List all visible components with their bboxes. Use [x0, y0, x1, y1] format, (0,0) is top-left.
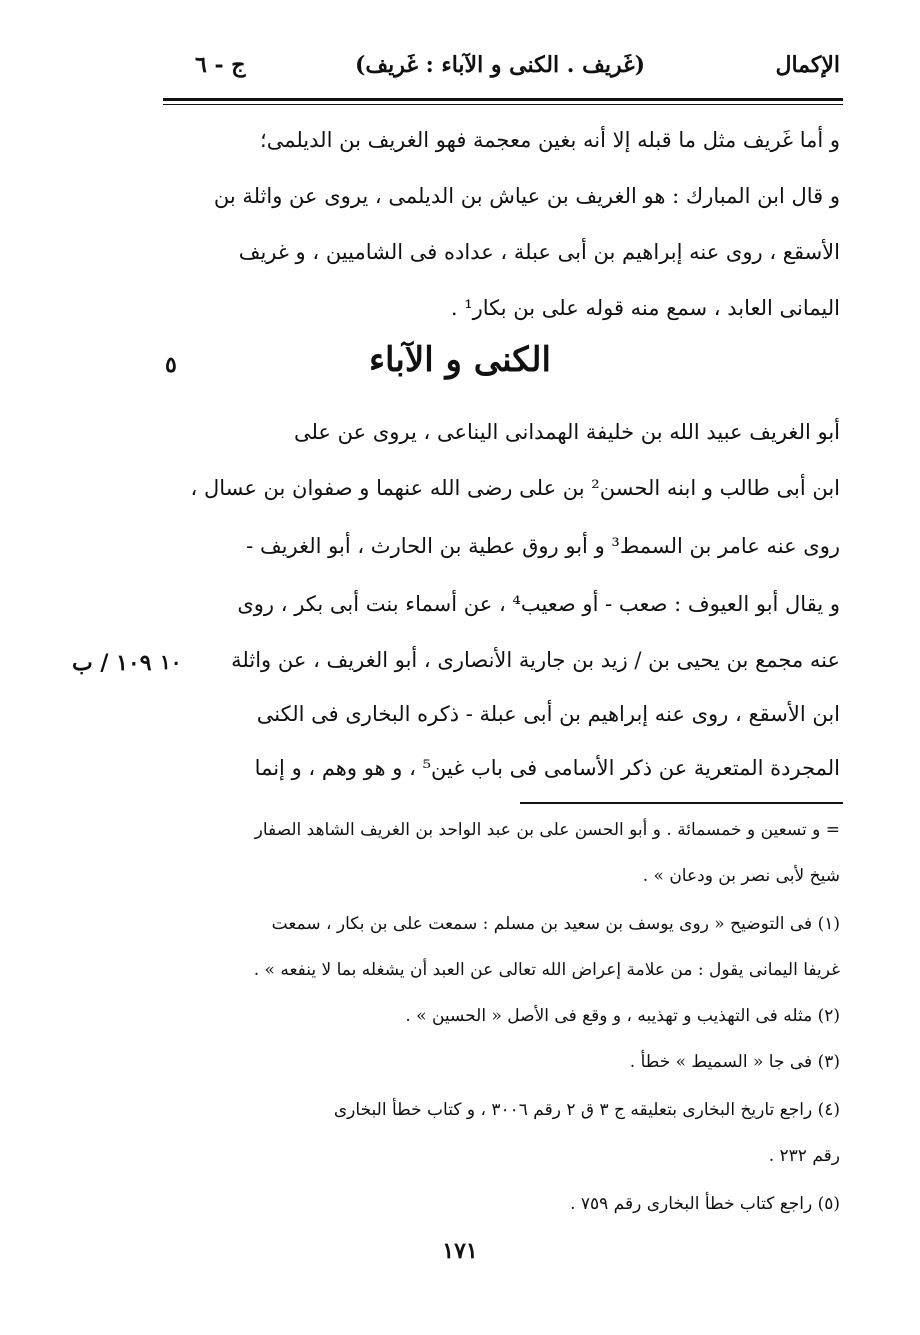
section-line: و يقال أبو العيوف : صعب - أو صعيب⁴ ، عن أسماء بنت أبى بكر ، روى — [237, 592, 840, 616]
body-line: اليمانى العابد ، سمع منه قوله على بن بكار¹ . — [450, 296, 840, 320]
section-line: ابن أبى طالب و ابنه الحسن² بن على رضى الله عنهما و صفوان بن عسال ، — [190, 476, 840, 500]
header-topic: (غَريف . الكنى و الآباء : غَريف) — [354, 52, 646, 78]
footnote-line: رقم ٢٣٢ . — [768, 1146, 840, 1166]
body-line: الأسقع ، روى عنه إبراهيم بن أبى عبلة ، عداده فى الشاميين ، و غريف — [238, 240, 840, 264]
section-line: عنه مجمع بن يحيى بن / زيد بن جارية الأنصارى ، أبو الغريف ، عن واثلة — [231, 648, 840, 672]
section-heading: الكنى و الآباء — [369, 340, 551, 380]
section-line: أبو الغريف عبيد الله بن خليفة الهمدانى اليناعى ، يروى عن على — [293, 420, 840, 444]
footnote-line: (٣) فى جا « السميط » خطأ . — [629, 1052, 840, 1072]
footnote-line: = و تسعين و خمسمائة . و أبو الحسن على بن عبد الواحد بن الغريف الشاهد الصفار — [254, 820, 840, 840]
footnote-line: (٢) مثله فى التهذيب و تهذيبه ، و وقع فى الأصل « الحسين » . — [405, 1006, 840, 1026]
section-line: روى عنه عامر بن السمط³ و أبو روق عطية بن الحارث ، أبو الغريف - — [246, 534, 840, 558]
page-number: ١٧١ — [442, 1238, 478, 1264]
book-title: الإكمال — [775, 52, 840, 78]
volume-label: ج - ٦ — [195, 52, 246, 78]
folio-reference: ١٠٩ / ب — [72, 650, 152, 676]
footnote-line: (٥) راجع كتاب خطأ البخارى رقم ٧٥٩ . — [570, 1194, 840, 1214]
section-line: المجردة المتعرية عن ذكر الأسامى فى باب غين⁵ ، و هو وهم ، و إنما — [254, 756, 840, 780]
footnote-line: غريفا اليمانى يقول : من علامة إعراض الله تعالى عن العبد أن يشغله بما لا ينفعه » . — [253, 960, 840, 980]
line-number-5: ٥ — [165, 352, 177, 378]
body-line: و قال ابن المبارك : هو الغريف بن عياش بن الديلمى ، يروى عن واثلة بن — [213, 184, 840, 208]
header-rule-thick — [163, 98, 843, 101]
header-rule-thin — [163, 104, 843, 105]
footnote-rule — [520, 802, 843, 804]
footnote-line: (٤) راجع تاريخ البخارى بتعليقه ج ٣ ق ٢ رقم ٣٠٠٦ ، و كتاب خطأ البخارى — [333, 1100, 840, 1120]
body-line: و أما غَريف مثل ما قبله إلا أنه بغين معجمة فهو الغريف بن الديلمى؛ — [260, 128, 840, 152]
line-number-10: ١٠ — [160, 650, 182, 674]
footnote-line: (١) فى التوضيح « روى يوسف بن سعيد بن مسلم : سمعت على بن بكار ، سمعت — [271, 914, 840, 934]
footnote-line: شيخ لأبى نصر بن ودعان » . — [642, 866, 840, 886]
running-header — [160, 52, 840, 92]
section-line: ابن الأسقع ، روى عنه إبراهيم بن أبى عبلة - ذكره البخارى فى الكنى — [256, 702, 840, 726]
